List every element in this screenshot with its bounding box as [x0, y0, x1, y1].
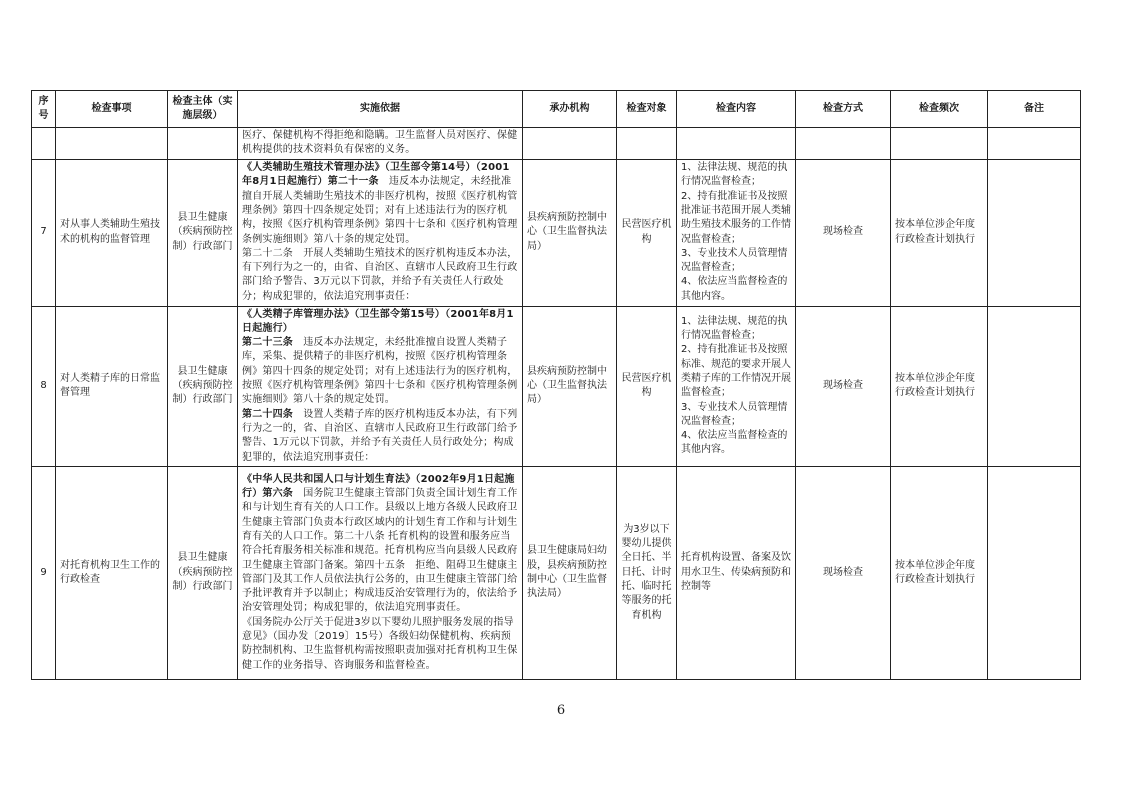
basis-paragraph: [242, 308, 518, 337]
basis-paragraph: [242, 247, 518, 304]
row-agency: 县疾病预防控制中心（卫生监督执法局）: [523, 306, 617, 466]
basis-bold: 第二十四条: [242, 408, 293, 420]
header-object: 检查对象: [617, 91, 677, 128]
header-method: 检查方式: [796, 91, 891, 128]
row-subject: 县卫生健康（疾病预防控制）行政部门: [168, 306, 238, 466]
row-frequency: 按本单位涉企年度行政检查计划执行: [891, 159, 988, 306]
basis-paragraph: [242, 616, 518, 673]
row-subject: 县卫生健康（疾病预防控制）行政部门: [168, 159, 238, 306]
table-row: [32, 159, 1081, 306]
content-line: 1、法律法规、规范的执行情况监督检查；: [681, 162, 788, 188]
row-agency: 县疾病预防控制中心（卫生监督执法局）: [523, 159, 617, 306]
empty-cell: [796, 128, 891, 160]
header-frequency: 检查频次: [891, 91, 988, 128]
header-remarks: 备注: [988, 91, 1081, 128]
content-line: 2、持有批准证书及按照批准证书范围开展人类辅助生殖技术服务的工作情况监督检查；: [681, 190, 791, 245]
continuation-basis: 医疗、保健机构不得拒绝和隐瞒。卫生监督人员对医疗、保健机构提供的技术资料负有保密的义务。: [238, 128, 523, 160]
basis-bold: 《人类精子库管理办法》（卫生部令第15号）（2001年8月1日起施行）: [242, 308, 514, 334]
empty-cell: [56, 128, 168, 160]
empty-cell: [617, 128, 677, 160]
row-seq: 9: [32, 466, 56, 679]
content-line: 4、依法应当监督检查的其他内容。: [681, 430, 788, 456]
basis-bold: 第二十三条: [242, 337, 293, 349]
empty-cell: [32, 128, 56, 160]
inspection-table: [31, 90, 1081, 680]
row-method: 现场检查: [796, 306, 891, 466]
continuation-row: [32, 128, 1081, 160]
row-remarks: [988, 306, 1081, 466]
empty-cell: [168, 128, 238, 160]
header-agency: 承办机构: [523, 91, 617, 128]
empty-cell: [677, 128, 796, 160]
empty-cell: [523, 128, 617, 160]
basis-paragraph: [242, 473, 518, 616]
basis-paragraph: [242, 161, 518, 247]
row-remarks: [988, 466, 1081, 679]
basis-text: 设置人类精子库的医疗机构违反本办法，有下列行为之一的，省、自治区、直辖市人民政府卫生行政部门给予警告、1万元以下罚款，并给予有关责任人员行政处分；构成犯罪的，依法追究刑事责任：: [242, 408, 518, 463]
row-subject: 县卫生健康（疾病预防控制）行政部门: [168, 466, 238, 679]
row-remarks: [988, 159, 1081, 306]
row-item: 对从事人类辅助生殖技术的机构的监督管理: [56, 159, 168, 306]
row-content: [677, 466, 796, 679]
content-line: 2、持有批准证书及按照标准、规范的要求开展人类精子库的工作情况开展监督检查；: [681, 344, 791, 399]
row-content: [677, 306, 796, 466]
row-item: 对托育机构卫生工作的行政检查: [56, 466, 168, 679]
table-row: [32, 306, 1081, 466]
basis-paragraph: [242, 408, 518, 465]
content-line: 3、专业技术人员管理情况监督检查；: [681, 247, 788, 274]
row-item: 对人类精子库的日常监督管理: [56, 306, 168, 466]
row-object: 为3岁以下婴幼儿提供全日托、半日托、计时托、临时托等服务的托育机构: [617, 466, 677, 679]
basis-text: 违反本办法规定，未经批准擅自设置人类精子库，采集、提供精子的非医疗机构，按照《医疗机构管理条例》第四十四条的规定处罚；对有上述违法行为的医疗机构，按照《医疗机构管理条例》第四十七条和《医疗机构管理条例实施细则》第八十条的规定处罚。: [242, 337, 518, 406]
content-line: 3、专业技术人员管理情况监督检查；: [681, 401, 788, 427]
header-seq: 序号: [32, 91, 56, 128]
basis-text: 国务院卫生健康主管部门负责全国计划生育工作和与计划生育有关的人口工作。县级以上地方各级人民政府卫生健康主管部门负责本行政区域内的计划生育工作和与计划生育有关的人口工作。第二十八条 托育机构的设置和服务应当符合托育服务相关标准和规范。托育机构应当向县级人民政府卫生健康主管部门备案。第四十五条 拒绝、阻碍卫生健康主管部门及其工作人员依法执行公务的，由卫生健康主管部门给予批评教育并予以制止；构成违反治安管理行为的，依法给予治安管理处罚；构成犯罪的，依法追究刑事责任。: [242, 488, 518, 614]
basis-text: 《国务院办公厅关于促进3岁以下婴幼儿照护服务发展的指导意见》（国办发〔2019〕15号）各级妇幼保健机构、疾病预防控制机构、卫生监督机构需按照职责加强对托育机构卫生保健工作的业务指导、咨询服务和监督检查。: [242, 616, 518, 671]
row-object: 民营医疗机构: [617, 159, 677, 306]
row-basis: [238, 159, 523, 306]
row-method: 现场检查: [796, 466, 891, 679]
empty-cell: [891, 128, 988, 160]
page-number: 6: [556, 703, 566, 718]
row-seq: 8: [32, 306, 56, 466]
content-line: 1、法律法规、规范的执行情况监督检查；: [681, 315, 788, 342]
basis-bold: 《中华人民共和国人口与计划生育法》（2002年9月1日起施行）第六条: [242, 473, 515, 500]
empty-cell: [988, 128, 1081, 160]
row-seq: 7: [32, 159, 56, 306]
basis-bold: 《人类辅助生殖技术管理办法》（卫生部令第14号）（2001年8月1日起施行）第二十一条: [242, 162, 510, 188]
header-content: 检查内容: [677, 91, 796, 128]
basis-text: 违反本办法规定，未经批准擅自开展人类辅助生殖技术的非医疗机构，按照《医疗机构管理条例》第四十四条规定处罚；对有上述违法行为的医疗机构，按照《医疗机构管理条例》第四十七条和《医疗机构管理条例实施细则》第八十条的规定处罚。: [242, 176, 518, 245]
row-frequency: 按本单位涉企年度行政检查计划执行: [891, 466, 988, 679]
basis-text: 第二十二条 开展人类辅助生殖技术的医疗机构违反本办法，有下列行为之一的，由省、自治区、直辖市人民政府卫生行政部门给予警告、3万元以下罚款，并给予有关责任人行政处分；构成犯罪的，依法追究刑事责任：: [242, 247, 518, 302]
content-line: 托育机构设置、备案及饮用水卫生、传染病预防和控制等: [681, 552, 791, 592]
header-subject: 检查主体（实施层级）: [168, 91, 238, 128]
header-item: 检查事项: [56, 91, 168, 128]
header-basis: 实施依据: [238, 91, 523, 128]
row-frequency: 按本单位涉企年度行政检查计划执行: [891, 306, 988, 466]
content-line: 4、依法应当监督检查的其他内容。: [681, 276, 788, 302]
row-basis: [238, 466, 523, 679]
table-row: [32, 466, 1081, 679]
table-header-row: [32, 91, 1081, 128]
row-basis: [238, 306, 523, 466]
row-agency: 县卫生健康局妇幼股，县疾病预防控制中心（卫生监督执法局）: [523, 466, 617, 679]
row-object: 民营医疗机构: [617, 306, 677, 466]
row-content: [677, 159, 796, 306]
row-method: 现场检查: [796, 159, 891, 306]
basis-paragraph: [242, 336, 518, 407]
